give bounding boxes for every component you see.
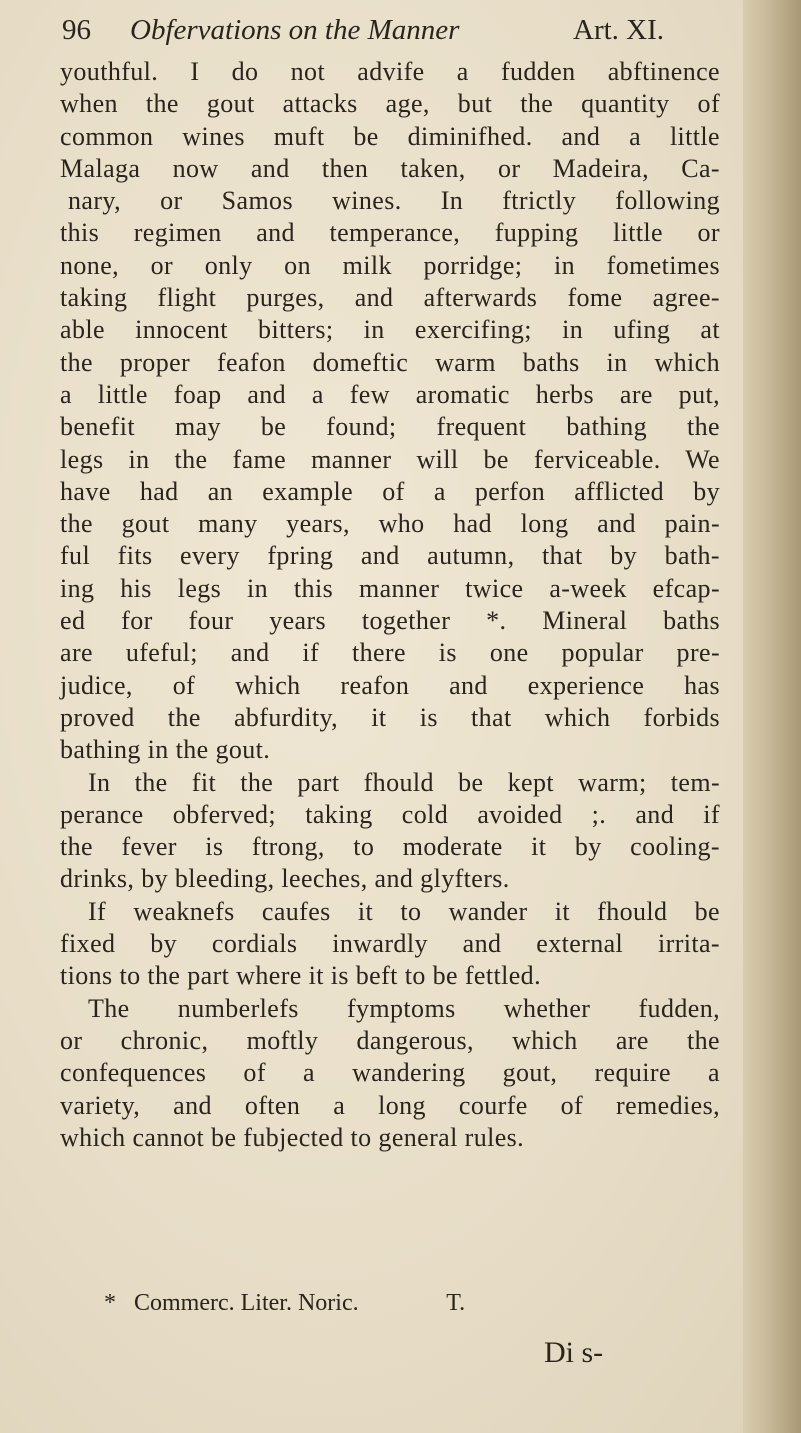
text-line: proved the abfurdity, it is that which forbids <box>60 702 720 732</box>
page-number: 96 <box>62 14 91 46</box>
footnote-mark: * <box>104 1290 116 1316</box>
text-line: variety, and often a long courfe of remedies, <box>60 1090 720 1120</box>
text-line: able innocent bitters; in exercifing; in ufing at <box>60 315 720 345</box>
text-line: are ufeful; and if there is one popular pre- <box>60 638 720 668</box>
text-line: or chronic, moftly dangerous, which are the <box>60 1025 720 1055</box>
text-line: Malaga now and then taken, or Madeira, Ca- <box>60 153 720 183</box>
paragraph-start: In the fit the part fhould be kept warm; tem- <box>88 767 720 797</box>
text-line: confequences of a wandering gout, require a <box>60 1058 720 1088</box>
text-line: ful fits every fpring and autumn, that by bath- <box>60 541 720 571</box>
text-line: ing his legs in this manner twice a-week efcap- <box>60 573 720 603</box>
article-reference: Art. XI. <box>573 14 665 46</box>
page-edge <box>743 0 801 1433</box>
text-line: judice, of which reafon and experience has <box>60 670 720 700</box>
text-line: youthful. I do not advife a fudden abftinence <box>60 57 720 86</box>
text-line: none, or only on milk porridge; in fometimes <box>60 250 720 280</box>
paragraph-start: If weaknefs caufes it to wander it fhould be <box>88 896 720 926</box>
text-line: benefit may be found; frequent bathing the <box>60 412 720 442</box>
text-line: which cannot be fubjected to general rules. <box>60 1122 525 1152</box>
paragraph-start: The numberlefs fymptoms whether fudden, <box>88 993 720 1023</box>
footnote <box>104 1290 465 1317</box>
text-line: ed for four years together *. Mineral baths <box>60 606 720 636</box>
text-line: legs in the fame manner will be ferviceable. We <box>60 444 720 474</box>
text-line: drinks, by bleeding, leeches, and glyfters. <box>60 864 510 894</box>
text-line: common wines muft be diminifhed. and a little <box>60 121 720 151</box>
catchword: Di s- <box>544 1336 604 1369</box>
footnote-suffix: T. <box>446 1290 466 1316</box>
text-line: the gout many years, who had long and pain- <box>60 509 720 539</box>
running-header <box>50 14 690 58</box>
text-line: taking flight purges, and afterwards fome agree- <box>60 283 720 313</box>
body-text <box>60 56 720 1154</box>
text-line: a little foap and a few aromatic herbs are put, <box>60 379 720 409</box>
text-line: perance obferved; taking cold avoided ;. and if <box>60 799 720 829</box>
text-line: the proper feafon domeftic warm baths in which <box>60 347 720 377</box>
running-title: Obfervations on the Manner <box>130 14 460 46</box>
text-line: the fever is ftrong, to moderate it by cooling- <box>60 832 720 862</box>
text-line: bathing in the gout. <box>60 735 271 765</box>
text-line: have had an example of a perfon afflicted by <box>60 476 720 506</box>
text-line: this regimen and temperance, fupping little or <box>60 218 720 248</box>
text-line: nary, or Samos wines. In ftrictly following <box>68 186 720 216</box>
text-line: when the gout attacks age, but the quantity of <box>60 89 720 119</box>
footnote-text: Commerc. Liter. Noric. <box>134 1290 359 1316</box>
text-line: tions to the part where it is beft to be fettled. <box>60 961 541 991</box>
text-line: fixed by cordials inwardly and external irrita- <box>60 929 720 959</box>
